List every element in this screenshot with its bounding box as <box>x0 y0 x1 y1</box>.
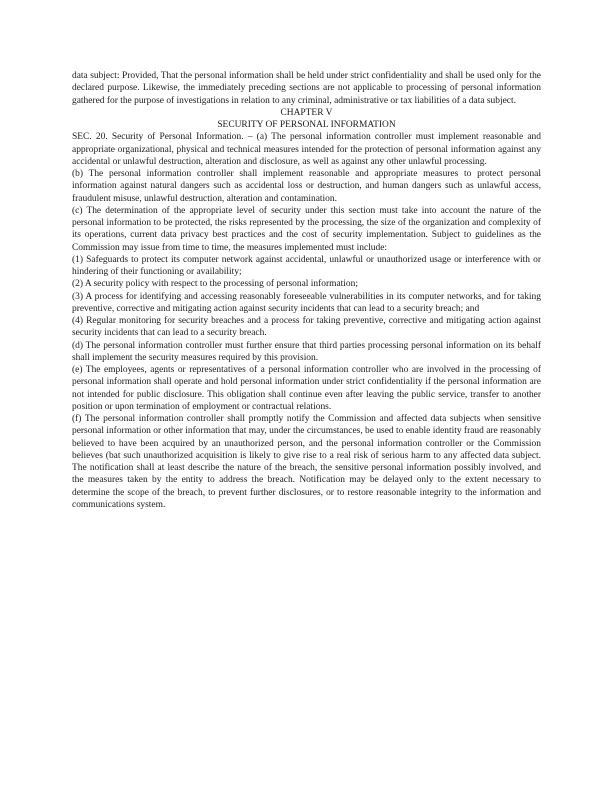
paragraph-f: (f) The personal information controller shall promptly notify the Commission and affected data subjects when sensitive personal information or other information that may, under the circumstances, be used to enable identity fraud are reasonably believed to have been acquired by an unauthorized person, and the personal information controller or the Commission believes (bat such unauthorized acquisition is likely to give rise to a real risk of serious harm to any affected data subject. The notification shall at least describe the nature of the breach, the sensitive personal information possibly involved, and the measures taken by the entity to address the breach. Notification may be delayed only to the extent necessary to determine the scope of the breach, to prevent further disclosures, or to restore reasonable integrity to the information and communications system. <box>72 414 541 510</box>
paragraph-c: (c) The determination of the appropriate level of security under this section must take into account the nature of the personal information to be protected, the risks represented by the processing, the size of the organization and complexity of its operations, current data privacy best practices and the cost of security implementation. Subject to guidelines as the Commission may issue from time to time, the measures implemented must include: <box>72 205 541 253</box>
paragraph-d: (d) The personal information controller must further ensure that third parties processing personal information on its behalf shall implement the security measures required by this provision. <box>72 340 541 363</box>
paragraph-e: (e) The employees, agents or representatives of a personal information controller who are involved in the processing of personal information shall operate and hold personal information under strict confidentiality if the personal information are not intended for public disclosure. This obligation shall continue even after leaving the public service, transfer to another position or upon termination of employment or contractual relations. <box>72 365 541 412</box>
chapter-title: SECURITY OF PERSONAL INFORMATION <box>217 120 396 130</box>
list-item-3: (3) A process for identifying and accessing reasonably foreseeable vulnerabilities in its computer networks, and for taking preventive, corrective and mitigating action against security incidents that can lead to a security breach; and <box>72 291 541 314</box>
document-page <box>72 70 541 511</box>
opening-paragraph: data subject: Provided, That the personal information shall be held under strict confidentiality and shall be used only for the declared purpose. Likewise, the immediately preceding sections are not applicable to processing of personal information gathered for the purpose of investigations in relation to any criminal, administrative or tax liabilities of a data subject. <box>72 71 541 106</box>
list-item-4: (4) Regular monitoring for security breaches and a process for taking preventive, corrective and mitigating action against security incidents that can lead to a security breach. <box>72 316 541 339</box>
list-item-1: (1) Safeguards to protect its computer network against accidental, unlawful or unauthorized usage or interference with or hindering of their functioning or availability; <box>72 254 541 277</box>
paragraph-b: (b) The personal information controller shall implement reasonable and appropriate measures to protect personal information against natural dangers such as accidental loss or destruction, and human dangers such as unlawful access, fraudulent misuse, unlawful destruction, alteration and contamination. <box>72 169 541 204</box>
section-20-paragraph: SEC. 20. Security of Personal Information. – (a) The personal information controller must implement reasonable and appropriate organizational, physical and technical measures intended for the protection of personal information against any accidental or unlawful destruction, alteration and disclosure, as well as against any other unlawful processing. <box>72 132 541 167</box>
chapter-heading: CHAPTER V <box>280 107 333 118</box>
list-item-2: (2) A security policy with respect to the processing of personal information; <box>72 279 358 290</box>
